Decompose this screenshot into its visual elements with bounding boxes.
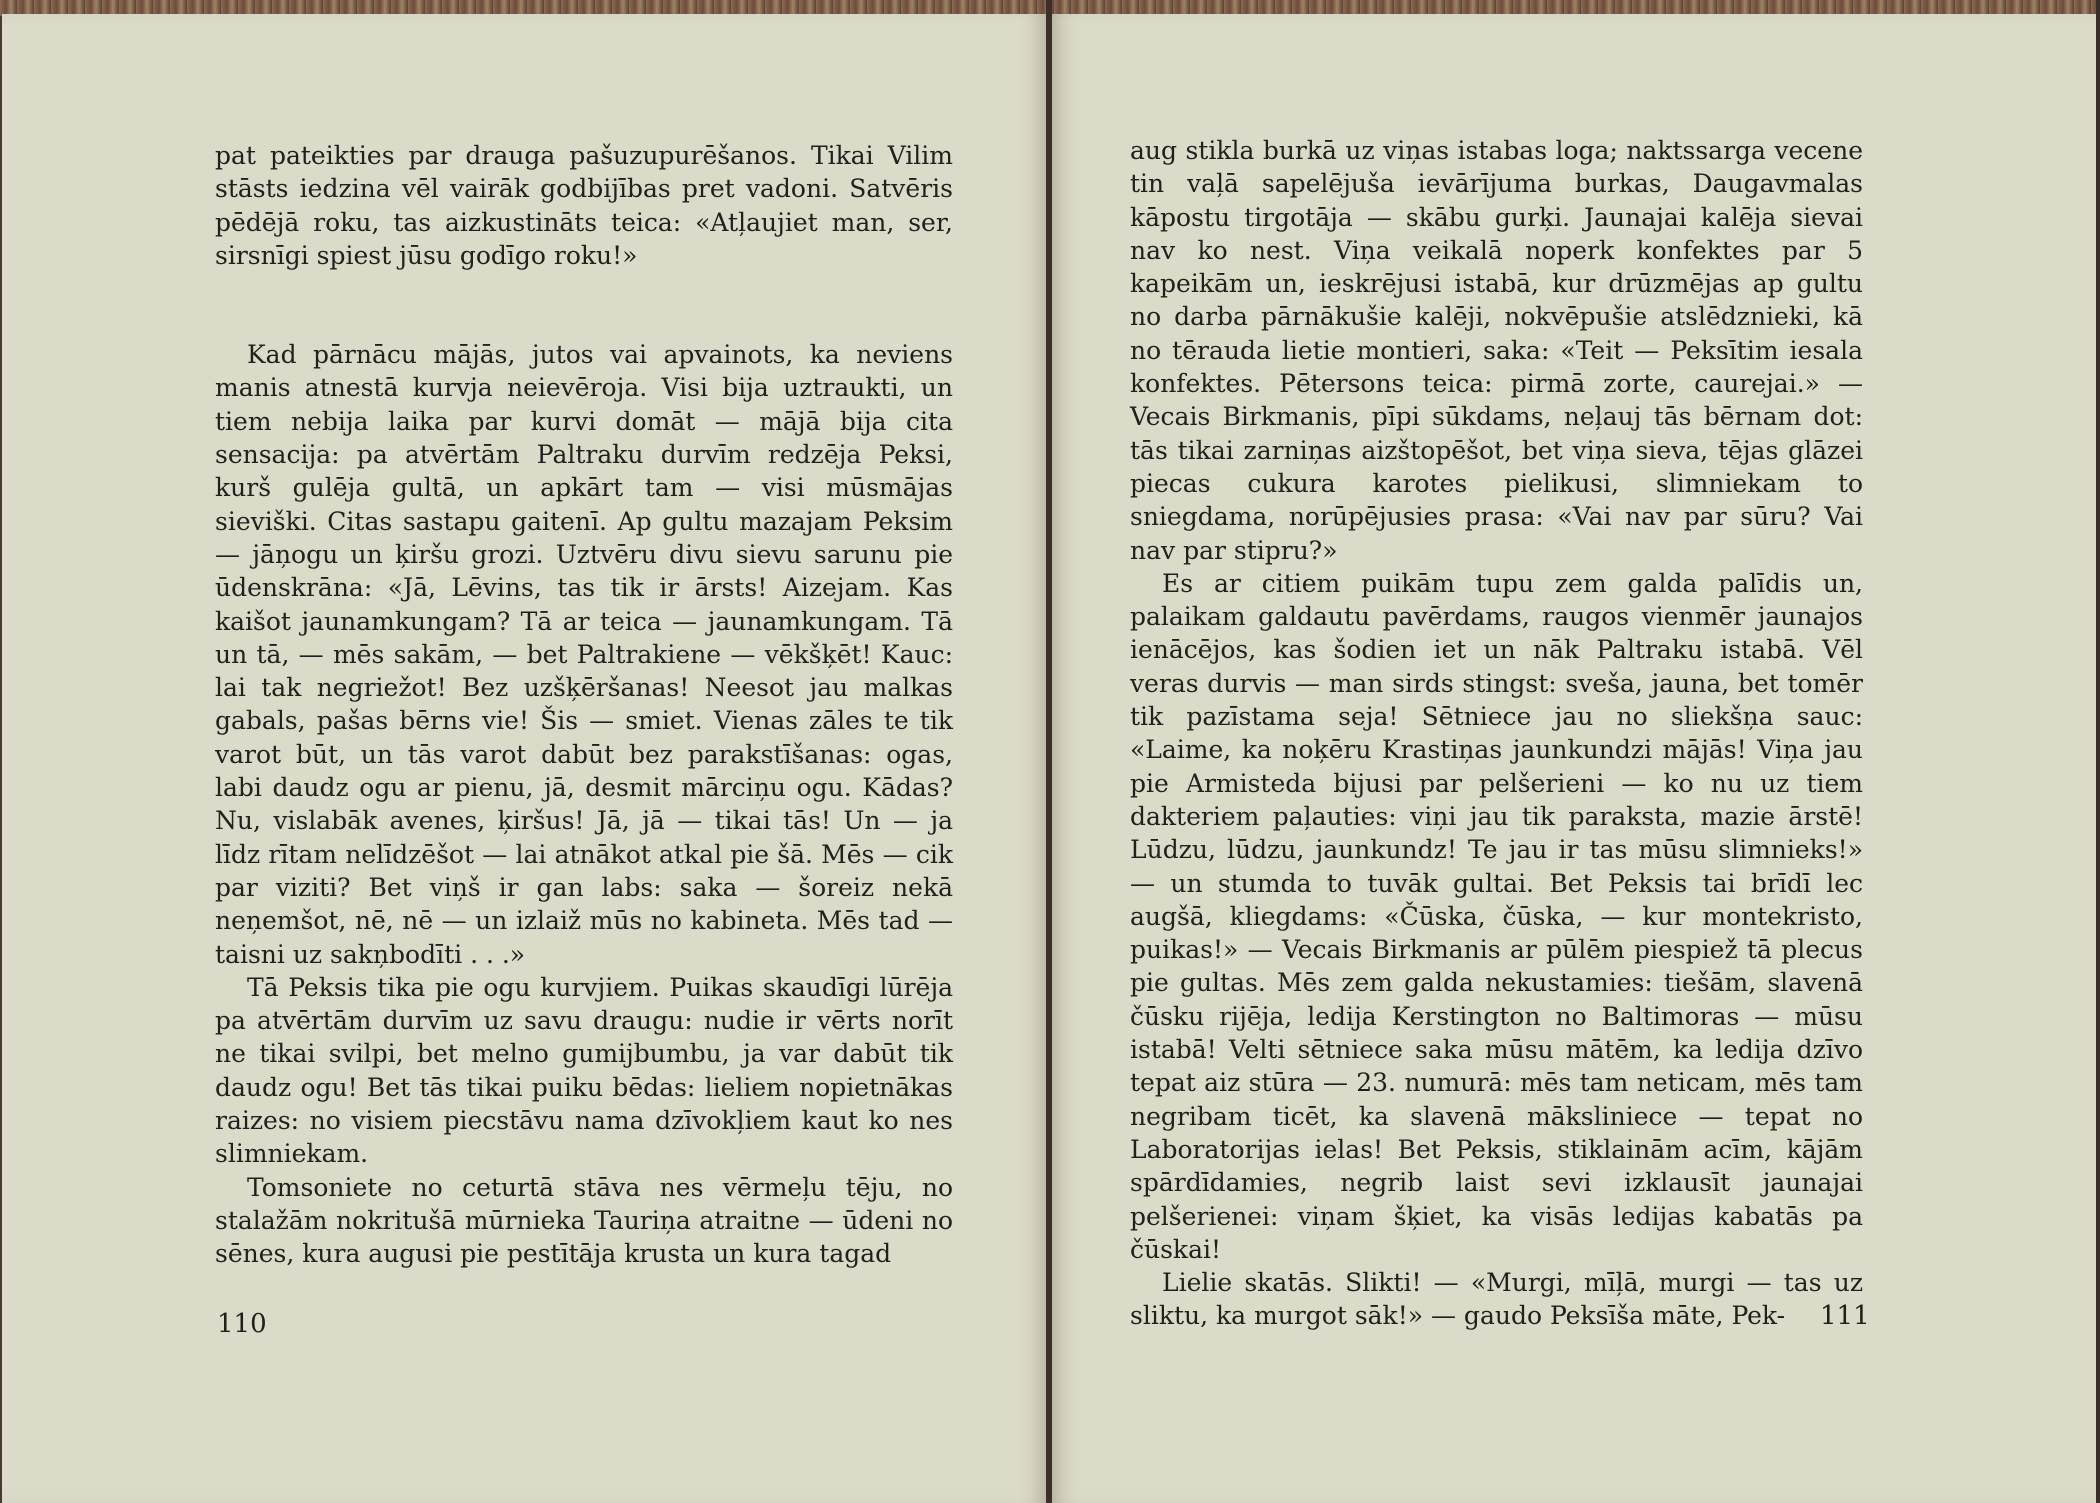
right-paragraph-1: aug stikla burkā uz viņas istabas loga; naktssarga vecene tin vaļā sapelējuša ievārījuma burkas, Daugavmalas kāpostu tirgotāja — skābu gurķi. Jaunajai kalēja sievai nav ko nest. Viņa veikalā noperk konfektes par 5 kapeikām un, ieskrējusi istabā, kur drūzmējas ap gultu no darba pārnākušie kalēji, nokvēpušie atslēdznieki, kā no tērauda lietie montieri, saka: «Teit — Peksītim iesala konfektes. Pētersons teica: pirmā zorte, caurejai.» — Vecais Birkmanis, pīpi sūkdams, neļauj tās bērnam dot: tās tikai zarniņas aizštopēšot, bet viņa sieva, tējas glāzei piecas cukura karotes pielikusi, slimniekam to sniegdama, norūpējusies prasa: «Vai nav par sūru? Vai nav par stipru?» [1130,136,1863,565]
section-break [215,272,953,338]
left-page-text [215,139,953,1271]
book-edge-right [2096,0,2100,1503]
left-paragraph-3: Tā Peksis tika pie ogu kurvjiem. Puikas skaudīgi lūrēja pa atvērtām durvīm uz savu draugu: nudie ir vērts norīt ne tikai svilpi, bet melno gumijbumbu, ja var dabūt tik daudz ogu! Bet tās tikai puiku bēdas: lieliem nopietnākas raizes: no visiem piecstāvu nama dzīvokļiem kaut ko nes slimniekam. [215,972,953,1169]
page-number-left: 110 [217,1309,267,1339]
right-paragraph-2: Es ar citiem puikām tupu zem galda palīdis un, palaikam galdautu pavērdams, raugos vienmēr jaunajos ienācējos, kas šodien iet un nāk Paltraku istabā. Vēl veras durvis — man sirds stingst: sveša, jauna, bet tomēr tik pazīstama seja! Sētniece jau no sliekšņa sauc: «Laime, ka noķēru Krastiņas jaunkundzi mājās! Viņa jau pie Armisteda bijusi par pelšerieni — ko nu uz tiem dakteriem paļauties: viņi jau tik paraksta, mazie ārstē! Lūdzu, lūdzu, jaunkundz! Te jau ir tas mūsu slimnieks!» — un stumda to tuvāk gultai. Bet Peksis tai brīdī lec augšā, kliegdams: «Čūska, čūska, — kur montekristo, puikas!» — Vecais Birkmanis ar pūlēm piespiež tā plecus pie gultas. Mēs zem galda nekustamies: tiešām, slavenā čūsku rijēja, ledija Kerstington no Baltimoras — mūsu istabā! Velti sētniece saka mūsu mātēm, ka ledija dzīvo tepat aiz stūra — 23. numurā: mēs tam neticam, mēs tam negribam ticēt, ka slavenā māksliniece — tepat no Laboratorijas ielas! Bet Peksis, stiklainām acīm, kājām spārdīdamies, negrib laist sevi izklausīt jaunajai pelšerienei: viņam šķiet, ka visās ledijas kabatās pa čūskai! [1130,568,1863,1264]
right-paragraph-3: Lielie skatās. Slikti! — «Murgi, mīļā, murgi — tas uz sliktu, ka murgot sāk!» — gaudo Peksīša māte, Pek- [1130,1268,1863,1331]
page-number-right: 111 [1820,1301,1870,1331]
left-paragraph-2: Kad pārnācu mājās, jutos vai apvainots, ka neviens manis atnestā kurvja neievēroja. Visi bija uztraukti, un tiem nebija laika par kurvi domāt — mājā bija cita sensacija: pa atvērtām Paltraku durvīm redzēja Peksi, kurš gulēja gultā, un apkārt tam — visi mūsmājas sieviški. Citas sastapu gaitenī. Ap gultu mazajam Peksim — jāņogu un ķiršu grozi. Uztvēru divu sievu sarunu pie ūdenskrāna: «Jā, Lēvins, tas tik ir ārsts! Aizejam. Kas kaišot jaunamkungam? Tā ar teica — jaunamkungam. Tā un tā, — mēs sakām, — bet Paltrakiene — vēkšķēt! Kauc: lai tak negriežot! Bez uzšķēršanas! Neesot jau malkas gabals, pašas bērns vie! Šis — smiet. Vienas zāles te tik varot būt, un tās varot dabūt bez parakstīšanas: ogas, labi daudz ogu ar pienu, jā, desmit mārciņu ogu. Kādas? Nu, vislabāk avenes, ķiršus! Jā, jā — tikai tās! Un — ja līdz rītam nelīdzēšot — lai atnākot atkal pie šā. Mēs — cik par viziti? Bet viņš ir gan labs: saka — šoreiz nekā neņemšot, nē, nē — un izlaiž mūs no kabineta. Mēs tad — taisni uz sakņbodīti . . .» [215,340,953,969]
right-page-text [1130,134,1863,1333]
left-paragraph-1: pat pateikties par drauga pašuzupurēšanos. Tikai Vilim stāsts iedzina vēl vairāk godbijības pret vadoni. Satvēris pēdējā roku, tas aizkustināts teica: «Atļaujiet man, ser, sirsnīgi spiest jūsu godīgo roku!» [215,141,953,270]
left-paragraph-4: Tomsoniete no ceturtā stāva nes vērmeļu tēju, no stalažām nokritušā mūrnieka Tauriņa atraitne — ūdeni no sēnes, kura augusi pie pestītāja krusta un kura tagad [215,1172,953,1269]
